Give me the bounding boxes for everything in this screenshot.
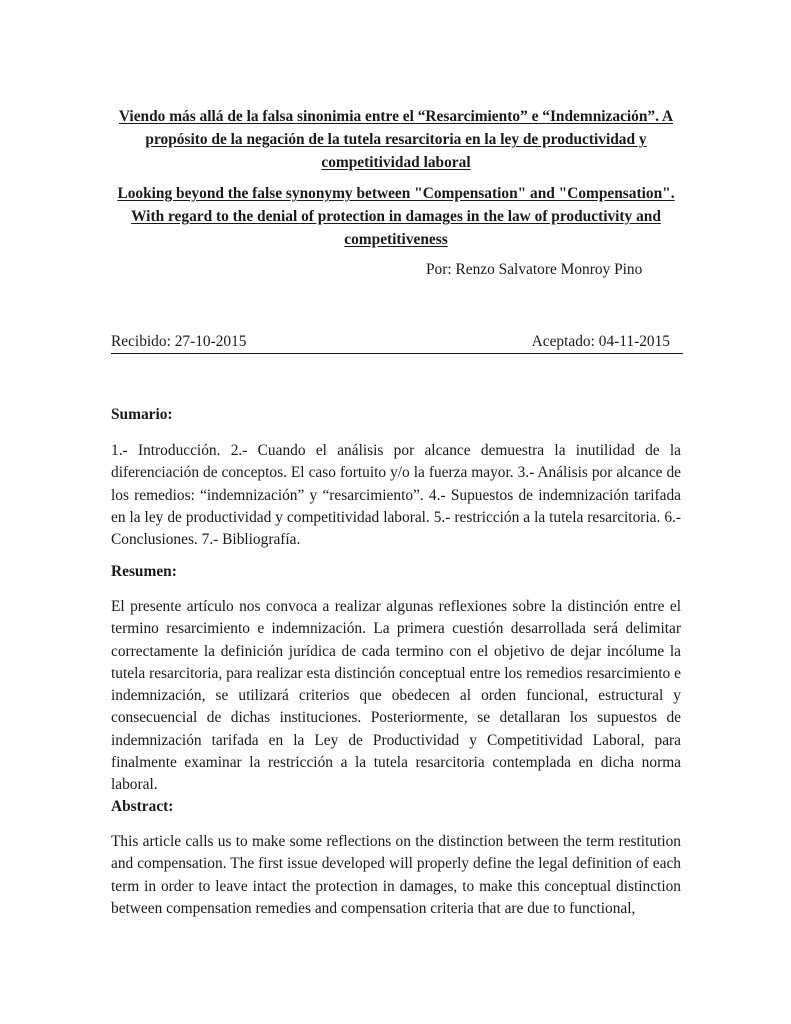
paragraph-sumario: 1.- Introducción. 2.- Cuando el análisis por alcance demuestra la inutilidad de la diferenciación de conceptos. El caso fortuito y/o la fuerza mayor. 3.- Análisis por alcance de los remedios: “indemnización” y “resarcimiento”. 4.- Supuestos de indemnización tarifada en la ley de productividad y competitividad laboral. 5.- restricción a la tutela resarcitoria. 6.- Conclusiones. 7.- Bibliografía. [111,442,681,549]
paragraph-abstract: This article calls us to make some reflections on the distinction between the term restitution and compensation. The first issue developed will properly define the legal definition of each term in order to leave intact the protection in damages, to make this conceptual distinction between compensation remedies and compensation criteria that are due to functional, [111,833,681,917]
title-spanish: Viendo más allá de la falsa sinonimia entre el “Resarcimiento” e “Indemnización”. A propósito de la negación de la tutela resarcitoria en la ley de productividad y competitividad laboral [118,108,674,171]
accepted-date: Aceptado: 04-11-2015 [531,333,670,350]
heading-resumen: Resumen: [111,563,177,580]
title-english: Looking beyond the false synonymy between "Compensation" and "Compensation". With regard to the denial of protection in damages in the law of productivity and competitiveness [117,185,675,248]
received-date: Recibido: 27-10-2015 [111,333,247,350]
heading-sumario: Sumario: [111,406,173,423]
heading-abstract: Abstract: [111,798,174,815]
author-byline: Por: Renzo Salvatore Monroy Pino [426,261,643,278]
dates-row [111,331,683,354]
paragraph-resumen: El presente artículo nos convoca a realizar algunas reflexiones sobre la distinción entre el termino resarcimiento e indemnización. La primera cuestión desarrollada será delimitar correctamente la definición jurídica de cada termino con el objetivo de dejar incólume la tutela resarcitoria, para realizar esta distinción conceptual entre los remedios resarcimiento e indemnización, se utilizará criterios que obedecen al orden funcional, estructural y consecuencial de dichas instituciones. Posteriormente, se detallaran los supuestos de indemnización tarifada en la Ley de Productividad y Competitividad Laboral, para finalmente examinar la restricción a la tutela resarcitoria contemplada en dicha norma laboral. [111,598,681,794]
